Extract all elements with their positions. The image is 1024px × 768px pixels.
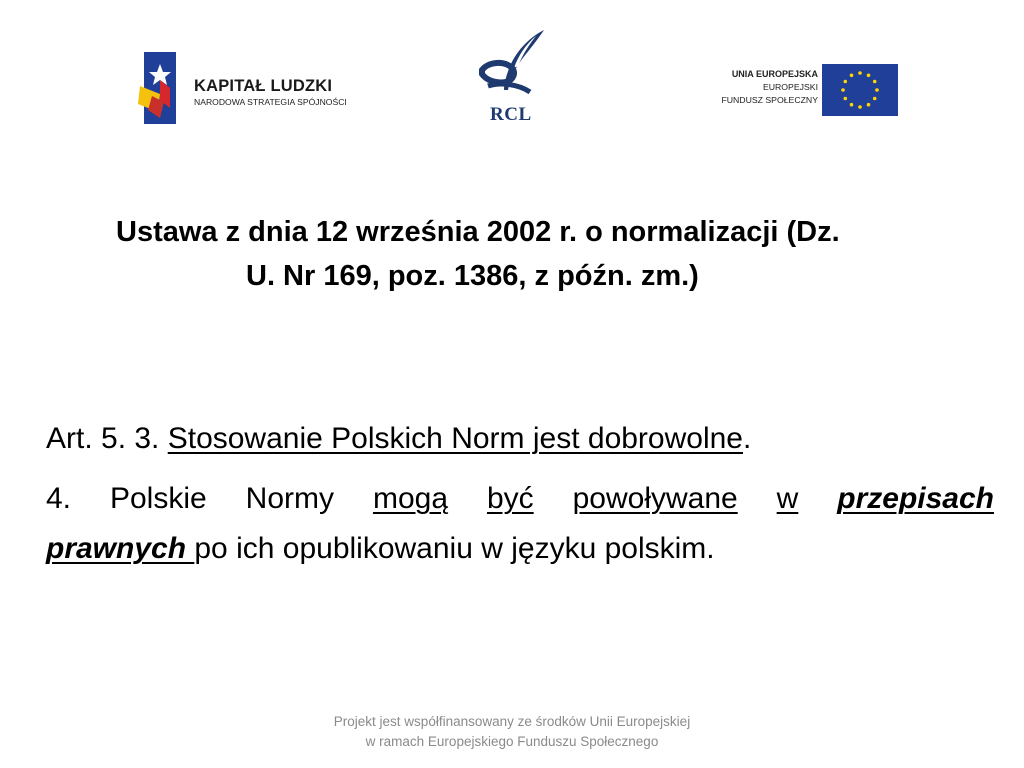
eu-logo-line1: UNIA EUROPEJSKA — [731, 69, 818, 79]
p4-emphasis-word: przepisach — [837, 482, 995, 515]
eu-logo — [706, 62, 900, 118]
page-title-line2: U. Nr 169, poz. 1386, z późn. zm.) — [246, 260, 699, 292]
page-title-line1: Ustawa z dnia 12 września 2002 r. o normalizacji (Dz. — [116, 216, 840, 248]
eu-star-icon — [844, 97, 848, 101]
p4-emphasis-word: prawnych — [46, 532, 195, 565]
rcl-logo-text: RCL — [490, 104, 532, 125]
kapital-ludzki-subtitle: NARODOWA STRATEGIA SPÓJNOŚCI — [194, 97, 347, 107]
eu-logo-line3: FUNDUSZ SPOŁECZNY — [721, 95, 818, 105]
footer — [262, 712, 762, 752]
paragraph-4-line2 — [46, 524, 994, 574]
eu-star-icon — [867, 103, 871, 107]
p4-word: 4. — [46, 482, 72, 515]
footer-line1: Projekt jest współfinansowany ze środków Unii Europejskiej — [333, 714, 691, 729]
p4-word: Normy — [245, 482, 334, 515]
page-title — [40, 210, 990, 298]
eu-star-icon — [875, 88, 879, 92]
p4-underlined-word: być — [486, 482, 534, 515]
p4-underlined-word: w — [776, 482, 799, 515]
eu-star-icon — [858, 71, 862, 75]
eu-flag-icon — [822, 64, 898, 116]
article-suffix: . — [743, 422, 752, 455]
eu-star-icon — [844, 80, 848, 84]
eu-star-icon — [867, 74, 871, 78]
article-underlined-text: Stosowanie Polskich Norm jest dobrowolne — [167, 422, 743, 455]
quill-pen-icon — [474, 26, 554, 106]
eu-star-icon — [850, 74, 854, 78]
p4-underlined-word: mogą — [372, 482, 448, 515]
eu-star-icon — [873, 97, 877, 101]
paragraph-4-line1 — [46, 474, 994, 524]
eu-star-icon — [850, 103, 854, 107]
eu-star-icon — [873, 80, 877, 84]
p4-underlined-word: powoływane — [572, 482, 738, 515]
kapital-ludzki-title: KAPITAŁ LUDZKI — [194, 77, 333, 95]
kapital-ludzki-emblem-icon — [130, 50, 190, 130]
p4-word: Polskie — [109, 482, 207, 515]
footer-line2: w ramach Europejskiego Funduszu Społecznego — [365, 734, 659, 749]
article-5-3 — [46, 414, 994, 464]
article-prefix: Art. 5. 3. — [46, 422, 168, 455]
p4-rest: po ich opublikowaniu w języku polskim. — [194, 532, 715, 565]
eu-logo-line2: EUROPEJSKI — [762, 82, 818, 92]
kapital-ludzki-logo — [130, 50, 370, 130]
rcl-logo — [474, 26, 554, 130]
eu-logo-text — [721, 68, 818, 107]
eu-star-icon — [858, 105, 862, 109]
eu-star-icon — [841, 88, 845, 92]
